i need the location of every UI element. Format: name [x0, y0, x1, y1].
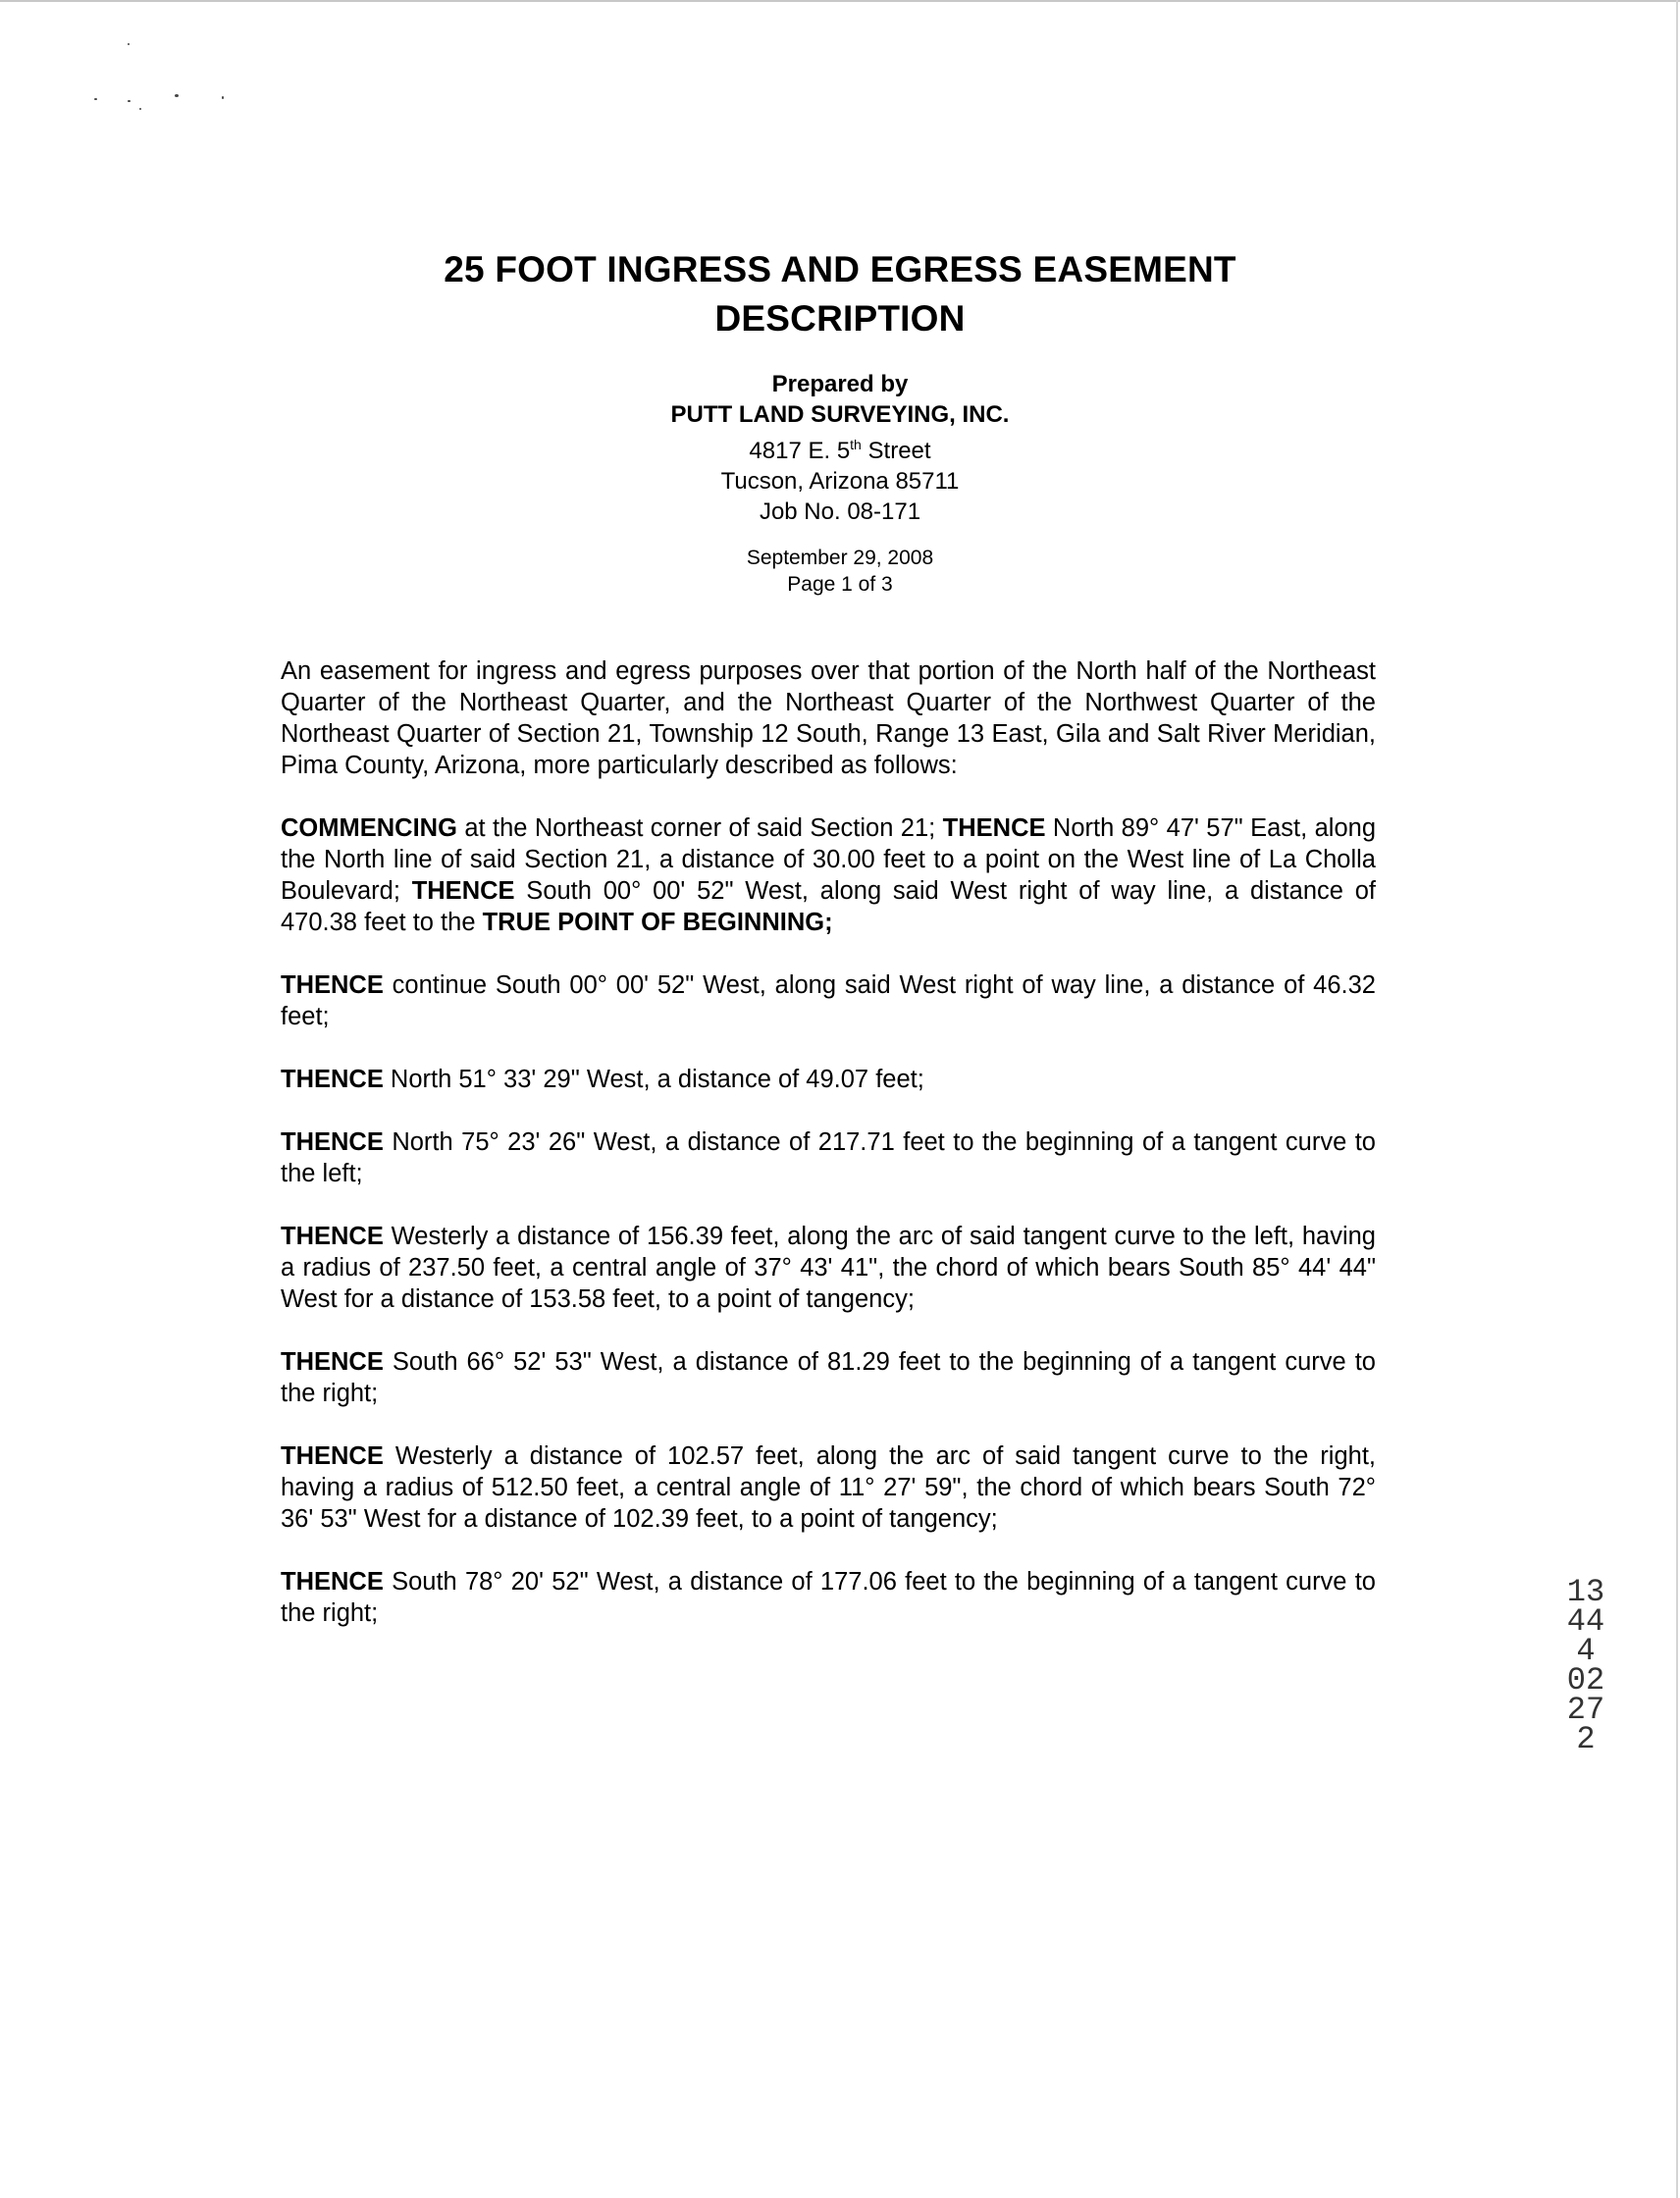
paragraph-text: at the Northeast corner of said Section 21;: [456, 814, 943, 842]
scan-speck: [94, 98, 97, 100]
intro-paragraph: An easement for ingress and egress purposes over that portion of the North half of the Northeast Quarter of the Northeast Quarter, and the Northeast Quarter of the Northwest Quarter of the Northeast Quarter of Section 21, Township 12 South, Range 13 East, Gila and Salt River Meridian, Pima County, Arizona, more particularly described as follows:: [281, 657, 1376, 779]
company-name: PUTT LAND SURVEYING, INC.: [670, 401, 1010, 428]
keyword: THENCE: [281, 1348, 384, 1376]
job-number: Job No. 08-171: [759, 498, 921, 525]
paragraph-text: South 66° 52' 53" West, a distance of 81.29 feet to the beginning of a tangent curve to the right;: [281, 1348, 1376, 1407]
keyword: THENCE: [281, 971, 384, 999]
course-paragraph: [281, 969, 1376, 1032]
title-line-1: 25 FOOT INGRESS AND EGRESS EASEMENT: [444, 249, 1236, 289]
course-paragraph: [281, 1064, 1376, 1095]
keyword: THENCE: [281, 1568, 384, 1596]
company-street: [294, 430, 1386, 466]
prepared-by-label: Prepared by: [771, 371, 909, 397]
street-prefix: 4817 E. 5: [749, 438, 851, 464]
scan-top-edge: [0, 0, 1680, 2]
page-title: [294, 245, 1386, 343]
paragraph-text: North 89° 47' 57" East, along the North line of said Section 21, a distance of 30.00 feet to a point on the West line of La Cholla Boulevard;: [281, 814, 1377, 905]
recording-stamp-number: 13444 02272: [1566, 1574, 1605, 1757]
keyword: THENCE: [281, 1128, 384, 1156]
title-line-2: DESCRIPTION: [714, 298, 966, 339]
paragraph-text: North 51° 33' 29" West, a distance of 49.07 feet;: [383, 1066, 924, 1093]
course-paragraph: [281, 1221, 1376, 1315]
paragraph-text: South 00° 00' 52" West, along said West right of way line, a distance of 470.38 feet to the: [281, 877, 1376, 936]
legal-description: [281, 655, 1376, 1660]
course-paragraph: [281, 1346, 1376, 1409]
scan-speck: [128, 100, 131, 102]
paragraph-text: Westerly a distance of 102.57 feet, along the arc of said tangent curve to the right, having a radius of 512.50 feet, a central angle of 11° 27' 59", the chord of which bears South 72° 36' 53" West for a distance of 102.39 feet, to a point of tangency;: [281, 1442, 1376, 1533]
scan-speck: [139, 108, 141, 110]
preparer-header: [294, 369, 1386, 598]
document-date: September 29, 2008: [746, 547, 934, 569]
course-paragraph: [281, 1566, 1376, 1629]
keyword: TRUE POINT OF BEGINNING;: [482, 909, 833, 936]
course-paragraph: [281, 1126, 1376, 1189]
scan-speck: [222, 96, 224, 99]
keyword: THENCE: [281, 1223, 384, 1250]
keyword: COMMENCING: [281, 814, 457, 842]
company-city: Tucson, Arizona 85711: [720, 468, 960, 495]
commencing-paragraph: [281, 812, 1376, 938]
keyword: THENCE: [942, 814, 1046, 842]
street-suffix: Street: [861, 438, 931, 464]
page-number: Page 1 of 3: [787, 573, 893, 596]
keyword: THENCE: [281, 1066, 384, 1093]
course-paragraph: [281, 1440, 1376, 1535]
street-superscript: th: [850, 437, 862, 452]
scan-speck: [175, 94, 179, 97]
keyword: THENCE: [281, 1442, 384, 1470]
paragraph-text: Westerly a distance of 156.39 feet, along the arc of said tangent curve to the left, having a radius of 237.50 feet, a central angle of 37° 43' 41", the chord of which bears South 85° 44' 44" West for a distance of 153.58 feet, to a point of tangency;: [281, 1223, 1376, 1313]
paragraph-text: South 78° 20' 52" West, a distance of 177.06 feet to the beginning of a tangent curve to the right;: [281, 1568, 1376, 1627]
keyword: THENCE: [411, 877, 515, 905]
scan-speck: [128, 43, 130, 45]
paragraph-text: North 75° 23' 26" West, a distance of 217.71 feet to the beginning of a tangent curve to the left;: [281, 1128, 1376, 1187]
paragraph-text: continue South 00° 00' 52" West, along said West right of way line, a distance of 46.32 feet;: [281, 971, 1376, 1030]
scan-right-edge: [1676, 0, 1678, 2198]
header-gap: [294, 527, 1386, 545]
